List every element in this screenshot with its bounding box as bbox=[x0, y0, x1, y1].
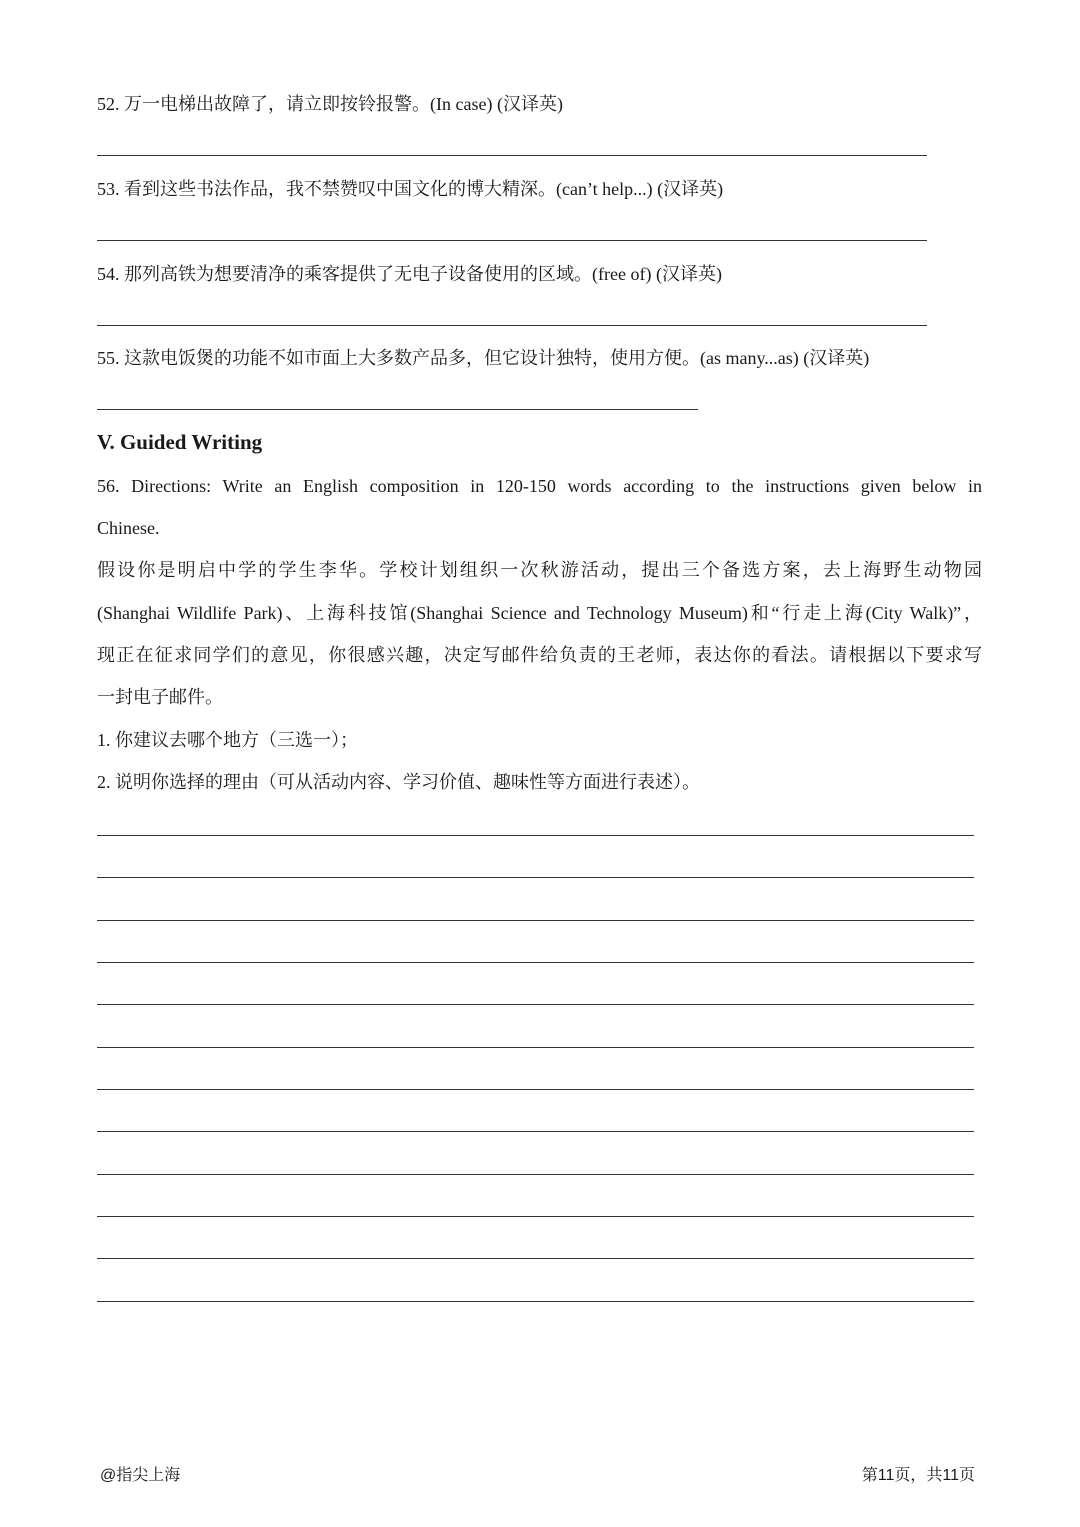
prompt-line-2: (Shanghai Wildlife Park)、上海科技馆(Shanghai Science and Technology Museum)和“行走上海(City Walk)”， bbox=[97, 603, 982, 623]
answer-line-53[interactable] bbox=[97, 240, 927, 241]
writing-line[interactable] bbox=[97, 962, 974, 963]
question-52: 52. 万一电梯出故障了，请立即按铃报警。(In case) (汉译英) bbox=[97, 94, 563, 114]
question-53: 53. 看到这些书法作品，我不禁赞叹中国文化的博大精深。(can’t help...) (汉译英) bbox=[97, 179, 724, 199]
directions-line-1: 56. Directions: Write an English composition in 120-150 words according to the instructions given below in bbox=[97, 476, 982, 496]
answer-line-52[interactable] bbox=[97, 155, 927, 156]
writing-line[interactable] bbox=[97, 1047, 974, 1048]
prompt-line-3: 现正在征求同学们的意见，你很感兴趣，决定写邮件给负责的王老师，表达你的看法。请根据以下要求写 bbox=[97, 645, 982, 665]
writing-line[interactable] bbox=[97, 1216, 974, 1217]
writing-line[interactable] bbox=[97, 1089, 974, 1090]
question-55: 55. 这款电饭煲的功能不如市面上大多数产品多，但它设计独特，使用方便。(as many...as) (汉译英) bbox=[97, 348, 870, 368]
footer-page-number: 第11页，共11页 bbox=[861, 1467, 975, 1484]
writing-line[interactable] bbox=[97, 835, 974, 836]
answer-line-55[interactable] bbox=[97, 409, 698, 410]
directions-line-2: Chinese. bbox=[97, 518, 160, 538]
footer-source: @指尖上海 bbox=[100, 1467, 181, 1484]
writing-line[interactable] bbox=[97, 1004, 974, 1005]
writing-line[interactable] bbox=[97, 1301, 974, 1302]
requirement-1: 1. 你建议去哪个地方（三选一）； bbox=[97, 730, 358, 750]
writing-line[interactable] bbox=[97, 1174, 974, 1175]
requirement-2: 2. 说明你选择的理由（可从活动内容、学习价值、趣味性等方面进行表述）。 bbox=[97, 772, 700, 792]
prompt-line-1: 假设你是明启中学的学生李华。学校计划组织一次秋游活动，提出三个备选方案，去上海野生动物园 bbox=[97, 560, 982, 580]
writing-line[interactable] bbox=[97, 877, 974, 878]
prompt-line-4: 一封电子邮件。 bbox=[97, 687, 223, 707]
writing-line[interactable] bbox=[97, 1258, 974, 1259]
writing-line[interactable] bbox=[97, 1131, 974, 1132]
answer-line-54[interactable] bbox=[97, 325, 927, 326]
section-title: V. Guided Writing bbox=[97, 430, 263, 454]
question-54: 54. 那列高铁为想要清净的乘客提供了无电子设备使用的区域。(free of) (汉译英) bbox=[97, 264, 722, 284]
writing-line[interactable] bbox=[97, 920, 974, 921]
